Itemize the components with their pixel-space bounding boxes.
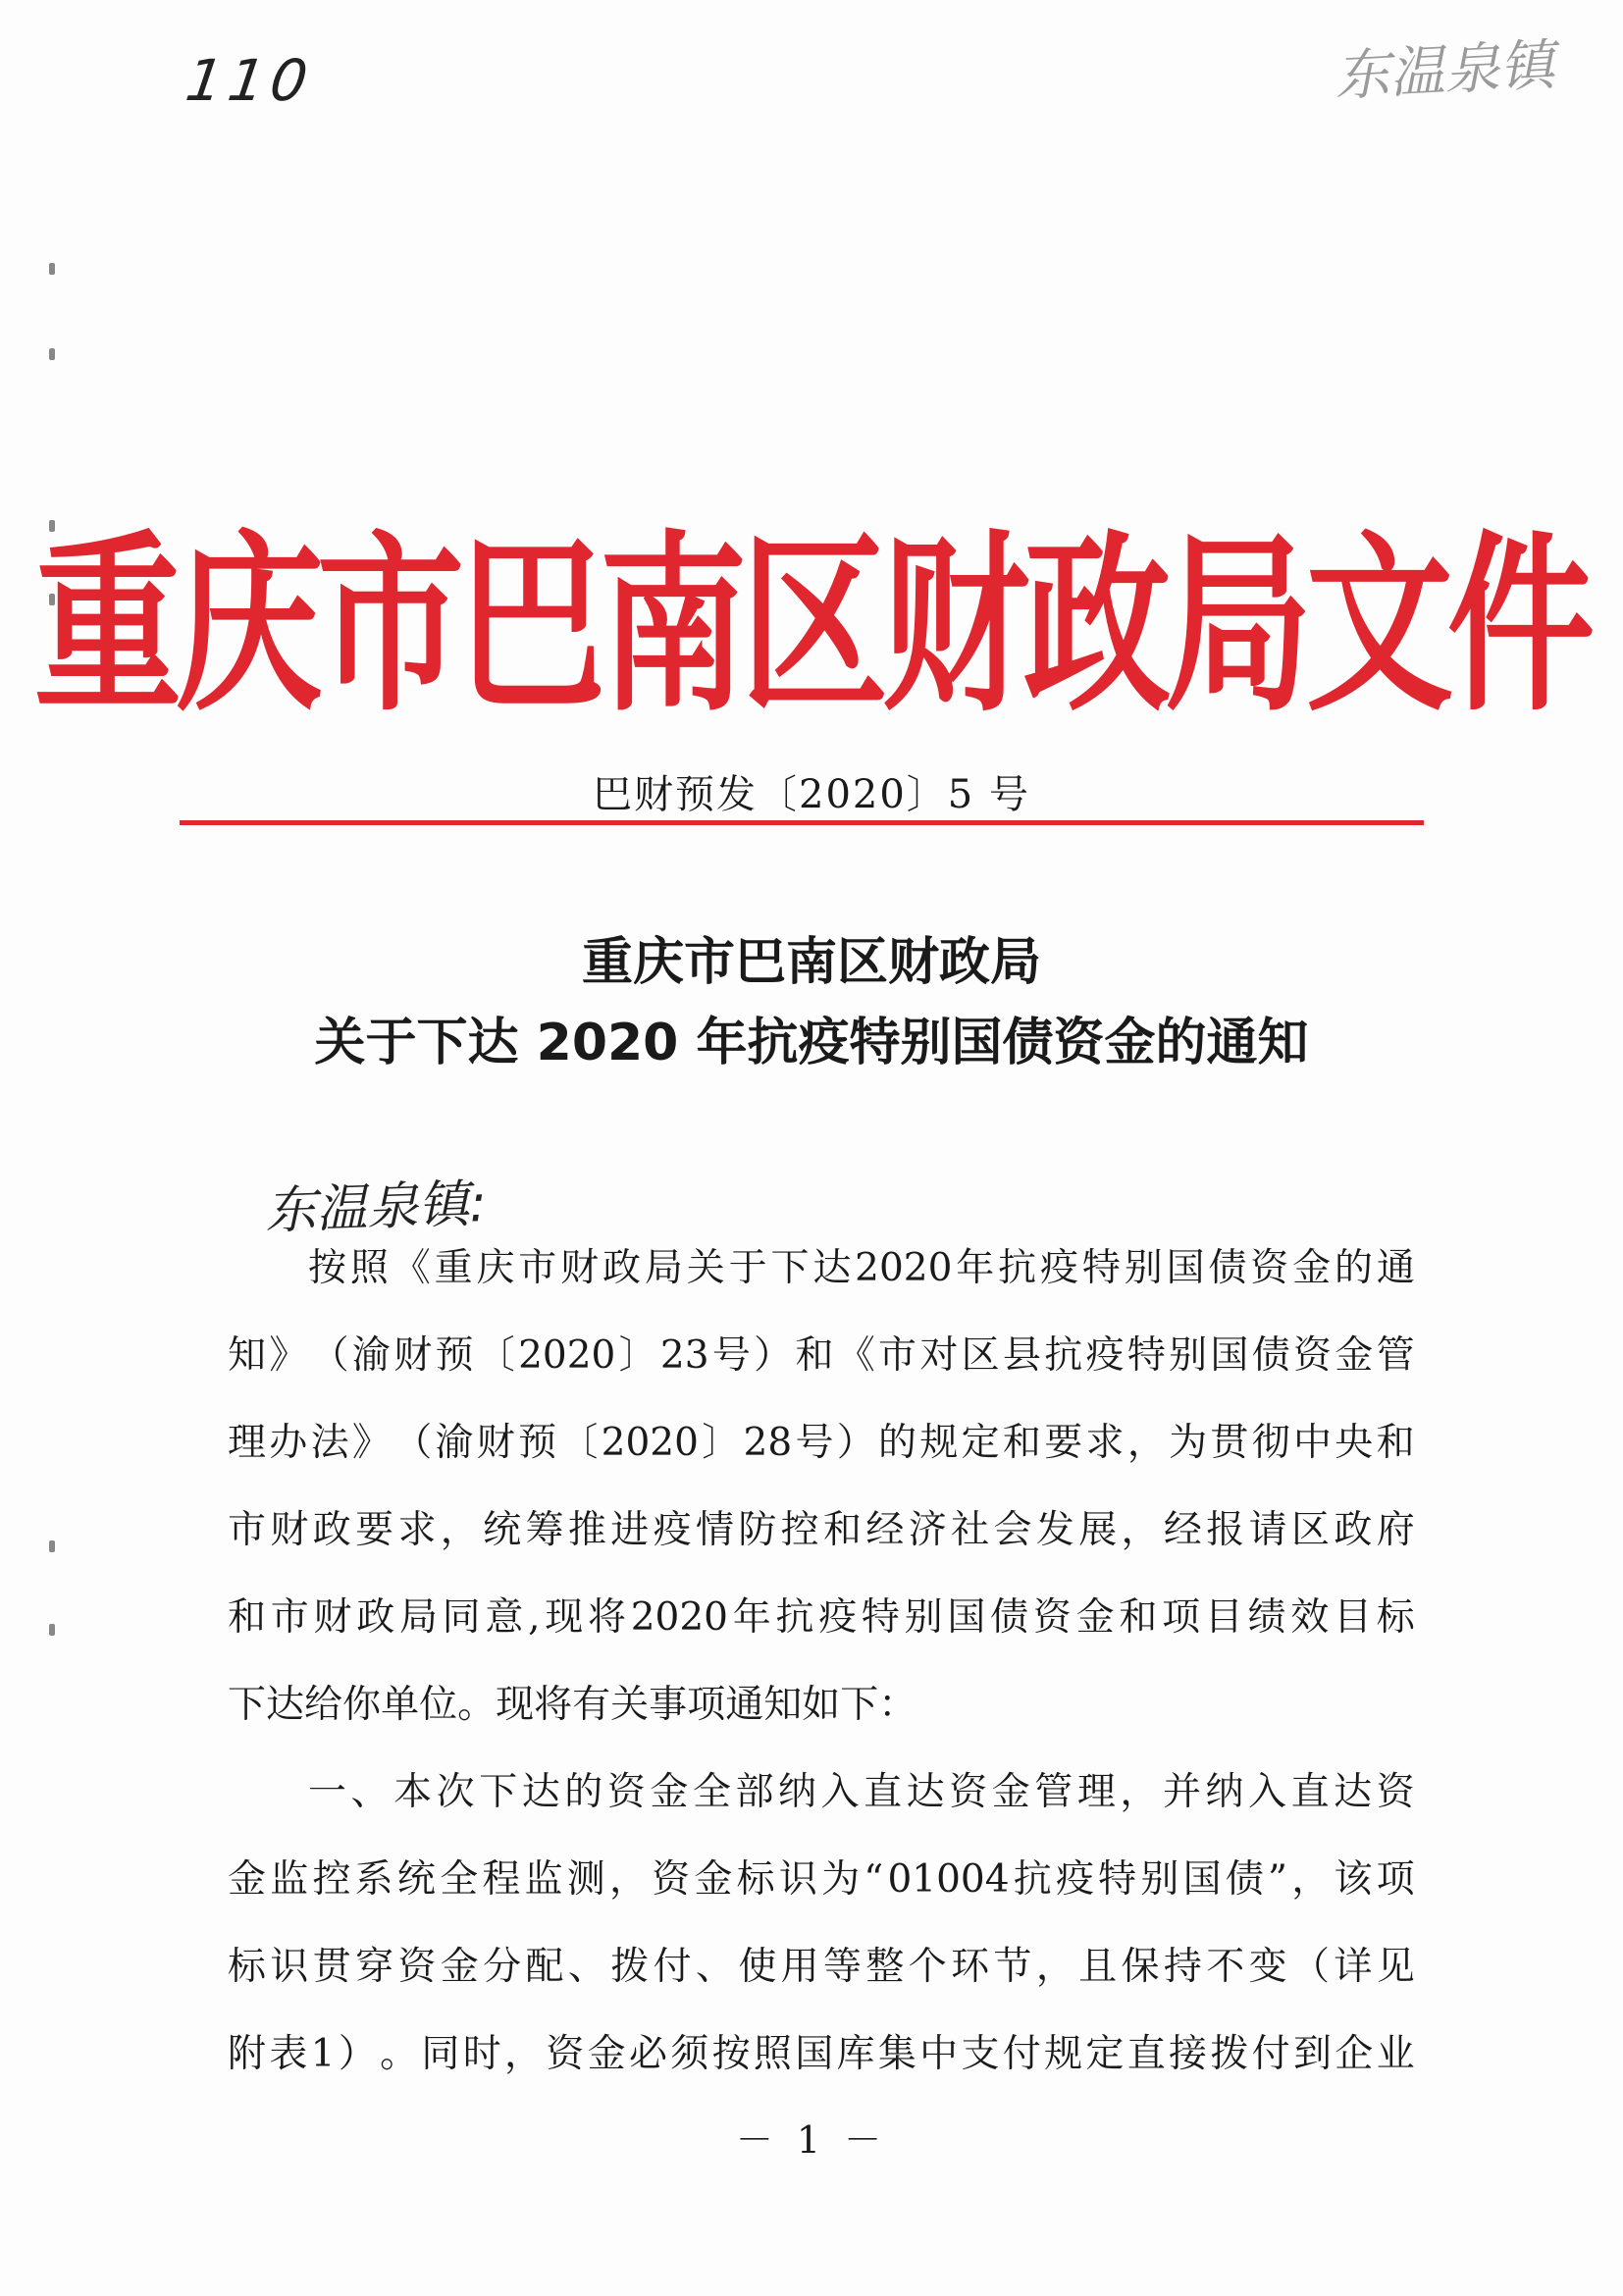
scan-mark — [49, 263, 55, 275]
body-line: 一 、 本 次 下 达 的 资 金 全 部 纳 入 直 达 资 金 管 理 ， 并 纳 入 直 达 资 — [308, 1770, 1415, 1814]
body-text — [228, 1225, 1415, 2098]
handwritten-corner-note: 东温泉镇 — [1333, 33, 1556, 109]
body-line: 按 照 《 重 庆 市 财 政 局 关 于 下 达 2020 年 抗 疫 特 别 国 债 资 金 的 通 — [308, 1246, 1415, 1290]
red-masthead: 重庆市巴南区财政局文件 — [33, 515, 1589, 738]
body-line: 金 监 控 系 统 全 程 监 测 ， 资 金 标 识 为 “ 01004 抗 疫 特 别 国 债 ” ， 该 项 — [228, 1857, 1415, 1902]
page-number: － 1 － — [735, 2118, 888, 2162]
document-title-line-2: 关于下达 2020 年抗疫特别国债资金的通知 — [314, 1014, 1309, 1072]
document-title-line-1: 重庆市巴南区财政局 — [581, 933, 1041, 992]
body-line: 理 办 法 》 （ 渝 财 预 〔 2020 〕 28 号 ） 的 规 定 和 要 求 ， 为 贯 彻 中 央 和 — [228, 1421, 1415, 1465]
body-line: 附 表 1 ） 。 同 时 ， 资 金 必 须 按 照 国 库 集 中 支 付 规 定 直 接 拨 付 到 企 业 — [228, 2032, 1415, 2076]
scan-mark — [49, 1540, 55, 1552]
body-line: 知 》 （ 渝 财 预 〔 2020 〕 23 号 ） 和 《 市 对 区 县 抗 疫 特 别 国 债 资 金 管 — [228, 1333, 1415, 1378]
red-divider-line — [180, 820, 1424, 825]
body-line: 标 识 贯 穿 资 金 分 配 、 拨 付 、 使 用 等 整 个 环 节 ， 且 保 持 不 变 （ 详 见 — [228, 1945, 1415, 1989]
handwritten-recipient: 东温泉镇: — [264, 1174, 488, 1241]
body-line: 市 财 政 要 求 ， 统 筹 推 进 疫 情 防 控 和 经 济 社 会 发 展 ， 经 报 请 区 政 府 — [228, 1508, 1415, 1552]
scan-mark — [49, 348, 55, 360]
handwritten-serial: 110 — [182, 47, 318, 114]
scan-mark — [49, 1624, 55, 1636]
document-number: 巴财预发〔2020〕5 号 — [593, 772, 1030, 817]
body-line: 和 市 财 政 局 同 意 , 现 将 2020 年 抗 疫 特 别 国 债 资 金 和 项 目 绩 效 目 标 — [228, 1595, 1415, 1640]
body-line: 下 达 给 你 单 位 。 现 将 有 关 事 项 通 知 如 下 ： — [228, 1683, 917, 1727]
